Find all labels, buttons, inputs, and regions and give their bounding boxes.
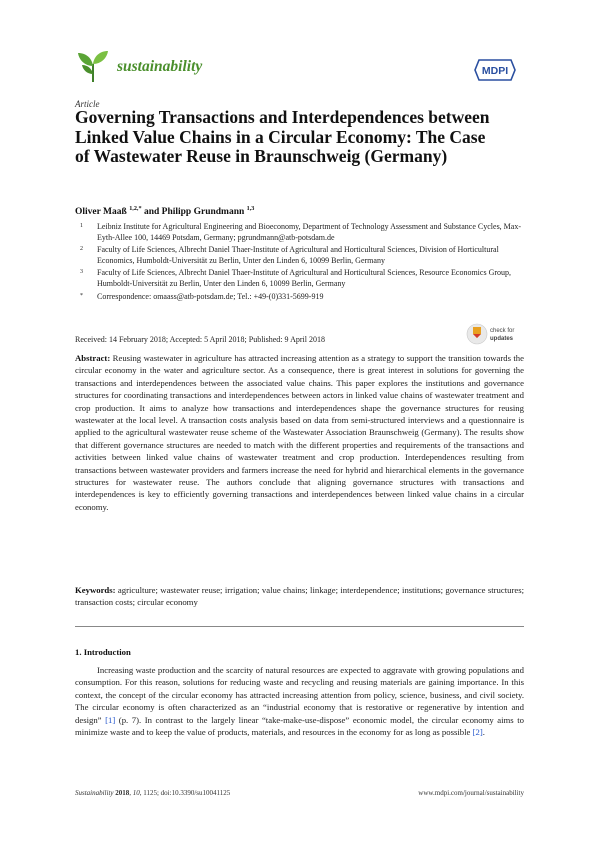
affiliation-text: Faculty of Life Sciences, Albrecht Daniel Thaer-Institute of Agricultural and Horticultural Sciences, Division of Horticultural Economics, Humboldt-Universität zu Berlin, Unter den Linden 6, 10099 Berlin, Germany	[97, 245, 499, 265]
affiliations	[75, 222, 525, 304]
citation-2[interactable]: [2]	[472, 727, 483, 738]
affiliation-2	[75, 245, 525, 266]
author-1-affil: 1,2,*	[129, 205, 142, 212]
affiliation-mark: *	[80, 292, 83, 299]
author-line	[75, 205, 254, 217]
section-heading: 1. Introduction	[75, 647, 131, 657]
author-2-name[interactable]: Philipp Grundmann	[161, 207, 245, 218]
correspondence	[75, 292, 525, 303]
check-for-updates-button[interactable]	[466, 322, 524, 346]
correspondence-text[interactable]: Correspondence: omaass@atb-potsdam.de; Tel.: +49-(0)331-5699-919	[97, 291, 324, 301]
paper-title: Governing Transactions and Interdependences between Linked Value Chains in a Circular Economy: The Case of Wastewater Reuse in Braunschweig (Germany)	[75, 107, 490, 166]
keywords-text: agriculture; wastewater reuse; irrigation; value chains; linkage; interdependence; institutions; governance structures; transaction costs; circular economy	[75, 585, 525, 608]
affiliation-3	[75, 268, 525, 289]
intro-paragraph: Increasing waste production and the scarcity of natural resources are expected to aggravate with growing populations and consumption. For this reason, solutions for reducing waste and recycling and reusing materials are gaining importance. In this context, the concept of the circular economy has attracted increasing attention from policy, science, business, and civil society. The circular economy is often characterized as an “industrial economy that is restorative or regenerative by intention and design” [1] (p. 7). In contrast to the largely linear “take-make-use-dispose” economic model, the circular economy aims to minimize waste and to keep the value of products, materials, and resources in the economy for as long as possible [2].	[75, 665, 524, 738]
affiliation-mark: 3	[80, 269, 83, 276]
svg-text:MDPI: MDPI	[481, 65, 509, 77]
citation-footer: Sustainability 2018, 10, 1125; doi:10.3390/su10041125	[75, 789, 231, 797]
check-label-1: check for	[490, 328, 515, 334]
journal-name[interactable]: sustainability	[117, 58, 203, 75]
affiliation-mark: 1	[80, 223, 83, 229]
section-divider	[75, 626, 524, 627]
check-label-2: updates	[490, 336, 514, 342]
keywords	[75, 584, 524, 609]
affiliation-text: Faculty of Life Sciences, Albrecht Daniel Thaer-Institute of Agricultural and Horticultural Sciences, Resource Economics Group, Humboldt-Universität zu Berlin, Unter den Linden 6, 10099 Berlin, Germany	[97, 268, 512, 288]
publication-dates: Received: 14 February 2018; Accepted: 5 April 2018; Published: 9 April 2018	[75, 335, 325, 344]
author-conjunction: and	[143, 207, 160, 218]
sustainability-leaf-icon	[75, 48, 111, 84]
article-type: Article	[75, 99, 100, 109]
affiliation-text: Leibniz Institute for Agricultural Engineering and Bioeconomy, Department of Technology Assessment and Substance Cycles, Max-Eyth-Allee 100, 14469 Potsdam, Germany; pgrundmann@atb-potsdam.de	[97, 222, 522, 242]
keywords-label: Keywords:	[75, 585, 116, 595]
citation-1[interactable]: [1]	[105, 714, 116, 725]
affiliation-1	[75, 222, 525, 243]
abstract-text: Reusing wastewater in agriculture has attracted increasing attention as a strategy to support the transition towards the circular economy in the water and agriculture sector. As a consequence, there is great interest in solutions for governing the transactions and interdependences between the associated value chains. This paper explores the institutions and governance structures for coordinating transactions and interdependences between actors in linked value chains of wastewater treatment and crop production. It aims to analyze how transactions and interdependences shape the governance structures for reusing wastewater at the local level. A transaction costs analysis based on data from semi-structured interviews and a questionnaire is applied to the agricultural wastewater reuse scheme of the Wastewater Association Braunschweig (Germany). The results show that different governance structures are needed to match with the different properties and requirements of the transactions and activities between linked value chains of wastewater treatment and crop production. Interdependences resulting from transactions between wastewater providers and farmers increase the need for hybrid and hierarchical elements in the governance structures for wastewater reuse. The authors conclude that aligning governance structures with transactions and interdependences is key to efficiently governing transactions and interdependences between linked value chains in a circular economy.	[75, 353, 524, 512]
abstract-label: Abstract:	[75, 353, 111, 363]
author-1-name[interactable]: Oliver Maaß	[75, 207, 127, 218]
author-2-affil: 1,3	[246, 205, 255, 212]
affiliation-mark: 2	[80, 246, 83, 253]
journal-url[interactable]: www.mdpi.com/journal/sustainability	[418, 789, 524, 797]
abstract	[75, 352, 524, 513]
mdpi-logo[interactable]	[473, 57, 517, 83]
